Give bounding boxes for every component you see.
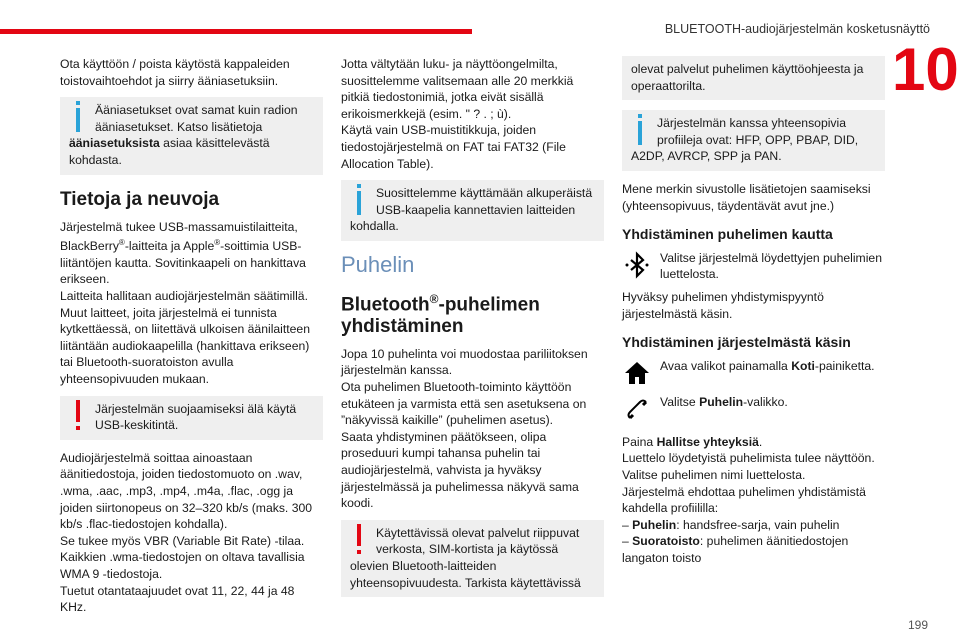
paragraph: Luettelo löydetyistä puhelimista tulee näyttöön.	[622, 451, 875, 466]
info-icon	[348, 184, 372, 216]
paragraph: Jopa 10 puhelinta voi muodostaa pariliitoksen järjestelmän kanssa.	[341, 346, 588, 378]
page-number: 199	[907, 618, 928, 632]
paragraph: Laitteita hallitaan audiojärjestelmän säätimillä.	[60, 289, 308, 303]
chapter-number: 10	[892, 36, 959, 103]
bluetooth-icon	[622, 250, 652, 280]
subheading: Yhdistäminen järjestelmästä käsin	[622, 334, 851, 351]
phone-step: Valitse Puhelin-valikko.	[622, 394, 885, 424]
paragraph: Valitse puhelimen nimi luettelosta.	[622, 467, 806, 482]
bluetooth-step: Valitse järjestelmä löydettyjen puhelimien luettelosta.	[622, 250, 885, 283]
paragraph: Tuetut otantataajuudet ovat 11, 22, 44 ja 48 KHz.	[60, 583, 295, 615]
column-2	[341, 56, 604, 607]
paragraph: Käytä vain USB-muistitikkuja, joiden tiedostojärjestelmä on FAT tai FAT32 (File Allocation Table).	[341, 123, 566, 171]
info-box: Järjestelmän kanssa yhteensopivia profiileja ovat: HFP, OPP, PBAP, DID, A2DP, AVRCP, SPP ja PAN.	[622, 110, 885, 171]
paragraph: Järjestelmä tukee USB-massamuistilaitteita, BlackBerry®-laitteita ja Apple®-soittimia USB-liitäntöjen kautta. Sovitinkaapeli on hankittava erikseen.	[60, 219, 306, 287]
subheading: Yhdistäminen puhelimen kautta	[622, 226, 833, 243]
phone-icon	[622, 394, 652, 424]
paragraph: Paina Hallitse yhteyksiä.	[622, 434, 763, 449]
paragraph: Saata yhdistyminen päätökseen, olipa proseduuri kumpi tahansa puhelin tai audiojärjestelmä, vahvista ja hyväksy järjestelmässä ja puhelimessa näkyvä sama koodi.	[341, 429, 579, 511]
header-accent-bar	[0, 29, 472, 34]
home-icon	[622, 358, 652, 388]
paragraph: Järjestelmä ehdottaa puhelimen yhdistämistä kahdella profiililla:	[622, 484, 866, 516]
warning-icon	[67, 400, 91, 432]
paragraph: Ota puhelimen Bluetooth-toiminto käyttöön etukäteen ja varmista että sen asetuksena on ”näkyvissä kaikille” (puhelimen asetus).	[341, 380, 587, 428]
paragraph: Muut laitteet, joita järjestelmä ei tunnista kytkettäessä, on liitettävä ulkoisen äänilaitteen liitäntään audiokaapelilla (hankittava erikseen) tai Bluetooth-suoratoiston avulla yhteensopivuuden mukaan.	[60, 305, 310, 386]
paragraph: Ota käyttöön / poista käytöstä kappaleiden toistovaihtoehdot ja siirry ääniasetuksiin.	[60, 57, 290, 88]
warning-icon	[348, 524, 372, 556]
paragraph: Mene merkin sivustolle lisätietojen saamiseksi (yhteensopivuus, täydentävät avut jne.)	[622, 181, 871, 213]
section-heading: Bluetooth®-puhelimen yhdistäminen	[341, 291, 540, 337]
column-1	[60, 56, 323, 624]
info-box: Ääniasetukset ovat samat kuin radion ääniasetukset. Katso lisätietoja ääniasetuksista asiaa käsittelevästä kohdasta.	[60, 97, 323, 174]
paragraph: Kaikkien .wma-tiedostojen on oltava tavallisia WMA 9 -tiedostoja.	[60, 550, 305, 581]
info-icon	[629, 114, 653, 146]
list-item: – Suoratoisto: puhelimen äänitiedostojen langaton toisto	[622, 534, 849, 565]
page-header-title: BLUETOOTH-audiojärjestelmän kosketusnäyttö	[664, 22, 930, 36]
home-step: Avaa valikot painamalla Koti-painiketta.	[622, 358, 885, 388]
warning-box: Käytettävissä olevat palvelut riippuvat verkosta, SIM-kortista ja käytössä olevien Bluetooth-laitteiden yhteensopivuudesta. Tarkista käytettävissä	[341, 520, 604, 597]
paragraph: Jotta vältytään luku- ja näyttöongelmilta, suosittelemme valitsemaan alle 20 merkkiä pitkiä tiedostonimiä, jotka eivät sisällä erikoismerkkejä (esim. " ? . ; ù).	[341, 57, 574, 121]
section-title-phone: Puhelin	[341, 251, 415, 277]
column-3	[622, 56, 885, 574]
paragraph: Hyväksy puhelimen yhdistymispyyntö järjestelmästä käsin.	[622, 289, 824, 321]
section-heading: Tietoja ja neuvoja	[60, 188, 220, 210]
info-box: Suosittelemme käyttämään alkuperäistä USB-kaapelia kannettavien laitteiden kohdalla.	[341, 180, 604, 241]
continued-box: olevat palvelut puhelimen käyttöohjeesta ja operaattorilta.	[622, 56, 885, 100]
list-item: – Puhelin: handsfree-sarja, vain puhelin	[622, 517, 840, 532]
info-icon	[67, 101, 91, 133]
paragraph: Se tukee myös VBR (Variable Bit Rate) -tilaa.	[60, 533, 305, 548]
warning-box: Järjestelmän suojaamiseksi älä käytä USB-keskitintä.	[60, 396, 323, 440]
paragraph: Audiojärjestelmä soittaa ainoastaan äänitiedostoja, joiden tiedostomuoto on .wav, .wma, .aac, .mp3, .mp4, .m4a, .flac, .ogg ja joiden siirtonopeus on 32–320 kb/s (maks. 300 kb/s .flac-tiedostojen kohdalla).	[60, 450, 313, 532]
